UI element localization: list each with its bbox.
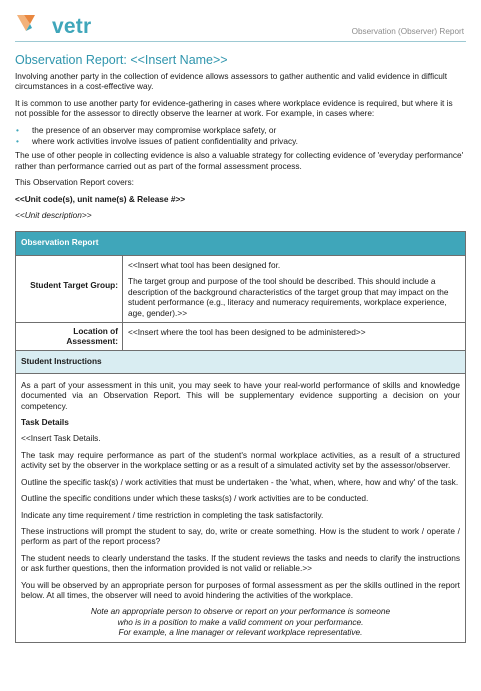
list-item: • the presence of an observer may compromise workplace safety, or	[16, 124, 277, 135]
table-row	[16, 373, 466, 642]
instructions-paragraph: Outline the specific conditions under which these tasks(s) / work activities are to be conducted.	[21, 493, 369, 504]
document-type-label: Observation (Observer) Report	[351, 27, 464, 36]
intro-paragraph-2: It is common to use another party for evidence-gathering in cases where workplace evidence is required, but where it is not possible for the assessor to directly observe the learner at work. For example, in cases where:	[15, 97, 453, 119]
bullet-icon: •	[16, 136, 19, 147]
header-divider	[15, 41, 466, 42]
task-details-heading: Task Details	[21, 417, 69, 428]
intro-paragraph-3: The use of other people in collecting evidence is also a valuable strategy for collecting evidence of 'everyday performance' rather than performance carried out as part of the formal assessment process.	[15, 150, 464, 171]
observer-note: Note an appropriate person to observe or report on your performance is someone who is in a position to make a valid comment on your performance. For example, a line manager or relevant workplace representative.	[90, 606, 391, 638]
unit-description-placeholder: <<Unit description>>	[15, 210, 92, 221]
student-instructions-header: Student Instructions	[16, 350, 466, 373]
page-header	[0, 0, 481, 44]
logo-text: vetr	[52, 15, 92, 38]
instructions-paragraph: You will be observed by an appropriate person for purposes of formal assessment as per the skills outlined in the report below. At all times, the observer will need to avoid hindering the activities of the workplace.	[21, 579, 460, 600]
vetr-logo-icon	[15, 11, 39, 35]
observation-report-table	[15, 231, 466, 643]
instructions-paragraph: The task may require performance as part of the student's normal workplace activities, as a result of a structured activity set by the observer in the workplace setting or as a result of a simulated activity set by the assessor/observer.	[21, 449, 460, 471]
instructions-paragraph: The student needs to clearly understand the tasks. If the student reviews the tasks and needs to clarify the instructions or ask further questions, then the information provided is not valid or reliable.>>	[21, 552, 460, 574]
instructions-paragraph: These instructions will prompt the student to say, do, write or create something. How is the student to work / operate / perform as part of the report process?	[21, 525, 460, 547]
location-value[interactable]: <<Insert where the tool has been designed to be administered>>	[123, 323, 466, 351]
instructions-paragraph: Indicate any time requirement / time restriction in completing the task satisfactorily.	[21, 509, 324, 520]
student-target-value[interactable]	[123, 256, 466, 323]
student-target-line-1: <<Insert what tool has been designed for.	[128, 260, 281, 270]
table-header: Observation Report	[16, 232, 466, 256]
intro-paragraph-1: Involving another party in the collection of evidence allows assessors to gather authentic and valid evidence in difficult circumstances in a cost-effective way.	[15, 71, 448, 92]
student-target-line-2: The target group and purpose of the tool should be described. This should include a description of the background characteristics of the target group that may impact on the student performance (e.g., literacy and numeracy requirements, workplace experience, age, gender).>>	[128, 276, 449, 318]
vetr-logo	[15, 9, 105, 37]
bullet-icon: •	[16, 124, 19, 135]
unit-codes-placeholder: <<Unit code(s), unit name(s) & Release #>>	[15, 193, 186, 204]
student-target-label: Student Target Group:	[16, 256, 123, 323]
intro-paragraph-4: This Observation Report covers:	[15, 177, 134, 188]
table-row	[16, 323, 466, 351]
instructions-paragraph: As a part of your assessment in this unit, you may seek to have your real-world performance of skills and knowledge documented via an Observation Report. This will be supplementary evidence supporting a decision on your competency.	[21, 379, 460, 411]
student-instructions-body	[16, 373, 466, 642]
table-row	[16, 256, 466, 323]
intro-section	[15, 53, 466, 226]
page-title: Observation Report: <<Insert Name>>	[15, 53, 228, 67]
location-label: Location of Assessment:	[16, 323, 123, 351]
list-item: • where work activities involve issues of patient confidentiality and privacy.	[16, 136, 298, 147]
instructions-paragraph: Outline the specific task(s) / work activities that must be undertaken - the 'what, when, where, how and why' of the task.	[21, 476, 459, 487]
example-list	[15, 125, 466, 147]
instructions-paragraph: <<Insert Task Details.	[21, 433, 101, 444]
